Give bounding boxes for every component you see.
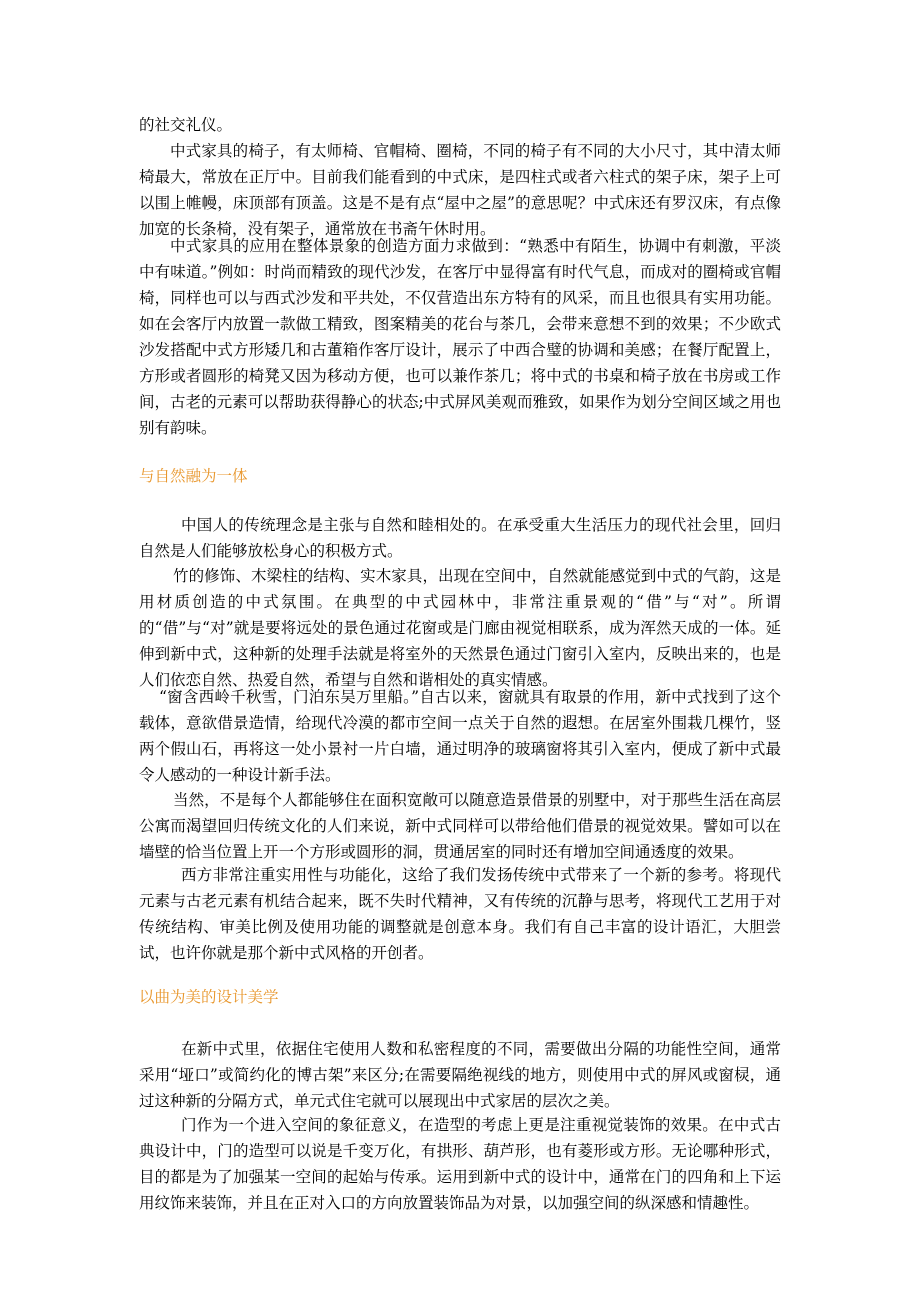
paragraph-nature-5: 西方非常注重实用性与功能化，这给了我们发扬传统中式带来了一个新的参考。将现代元素与古老元素有机结合起来，既不失时代精神，又有传统的沉静与思考，将现代工艺用于对传统结构、审美比例及使用功能的调整就是创意本身。我们有自己丰富的设计语汇，大胆尝试，也许你就是那个新中式风格的开创者。: [139, 866, 781, 962]
paragraph-curve-1: 在新中式里，依据住宅使用人数和私密程度的不同，需要做出分隔的功能性空间，通常采用“垭口”或简约化的博古架”来区分;在需要隔绝视线的地方，则使用中式的屏风或窗棂，通过这种新的分隔方式，单元式住宅就可以展现出中式家居的层次之美。: [139, 1040, 781, 1110]
paragraph-application: 中式家具的应用在整体景象的创造方面力求做到：“熟悉中有陌生，协调中有刺激，平淡中有味道。”例如：时尚而精致的现代沙发，在客厅中显得富有时代气息，而成对的圈椅或官帽椅，同样也可以与西式沙发和平共处，不仅营造出东方特有的风采，而且也很具有实用功能。如在会客厅内放置一款做工精致，图案精美的花台与茶几，会带来意想不到的效果；不少欧式沙发搭配中式方形矮几和古董箱作客厅设计，展示了中西合璧的协调和美感；在餐厅配置上，方形或者圆形的椅凳又因为移动方便，也可以兼作茶几；将中式的书桌和椅子放在书房或工作间，古老的元素可以帮助获得静心的状态;中式屏风美观而雅致，如果作为划分空间区域之用也别有韵味。: [139, 237, 781, 437]
section-heading-nature: 与自然融为一体: [139, 467, 248, 485]
paragraph-curve-2: 门作为一个进入空间的象征意义，在造型的考虑上更是注重视觉装饰的效果。在中式古典设计中，门的造型可以说是千变万化，有拱形、葫芦形，也有菱形或方形。无论哪种形式，目的都是为了加强某一空间的起始与传承。运用到新中式的设计中，通常在门的四角和上下运用纹饰来装饰，并且在正对入口的方向放置装饰品为对景，以加强空间的纵深感和情趣性。: [139, 1116, 781, 1212]
paragraph-nature-3: “窗含西岭千秋雪，门泊东吴万里船。”自古以来，窗就具有取景的作用，新中式找到了这个载体，意欲借景造情，给现代冷漠的都市空间一点关于自然的遐想。在居室外围栽几棵竹，竖两个假山石，再将这一处小景衬一片白墙，通过明净的玻璃窗将其引入室内，便成了新中式最令人感动的一种设计新手法。: [139, 688, 781, 784]
paragraph-intro-tail: 的社交礼仪。: [139, 116, 233, 134]
paragraph-nature-1: 中国人的传统理念是主张与自然和睦相处的。在承受重大生活压力的现代社会里，回归自然是人们能够放松身心的积极方式。: [139, 516, 781, 560]
paragraph-nature-2: 竹的修饰、木梁柱的结构、实木家具，出现在空间中，自然就能感觉到中式的气韵，这是用材质创造的中式氛围。在典型的中式园林中，非常注重景观的“借”与“对”。所谓的“借”与“对”就是要将远处的景色通过花窗或是门廊由视觉相联系，成为浑然天成的一体。延伸到新中式，这种新的处理手法就是将室外的天然景色通过门窗引入室内，反映出来的，也是人们依恋自然、热爱自然，希望与自然和谐相处的真实情感。: [139, 567, 781, 689]
section-heading-curve: 以曲为美的设计美学: [139, 988, 279, 1006]
paragraph-chairs: 中式家具的椅子，有太师椅、官帽椅、圈椅，不同的椅子有不同的大小尺寸，其中清太师椅最大，常放在正厅中。目前我们能看到的中式床，是四柱式或者六柱式的架子床，架子上可以围上帷幔，床顶部有顶盖。这是不是有点“屋中之屋”的意思呢？中式床还有罗汉床，有点像加宽的长条椅，没有架子，通常放在书斋午休时用。: [139, 142, 781, 238]
paragraph-nature-4: 当然，不是每个人都能够住在面积宽敞可以随意造景借景的别墅中，对于那些生活在高层公寓而渴望回归传统文化的人们来说，新中式同样可以带给他们借景的视觉效果。譬如可以在墙壁的恰当位置上开一个方形或圆形的洞，贯通居室的同时还有增加空间通透度的效果。: [139, 791, 781, 861]
